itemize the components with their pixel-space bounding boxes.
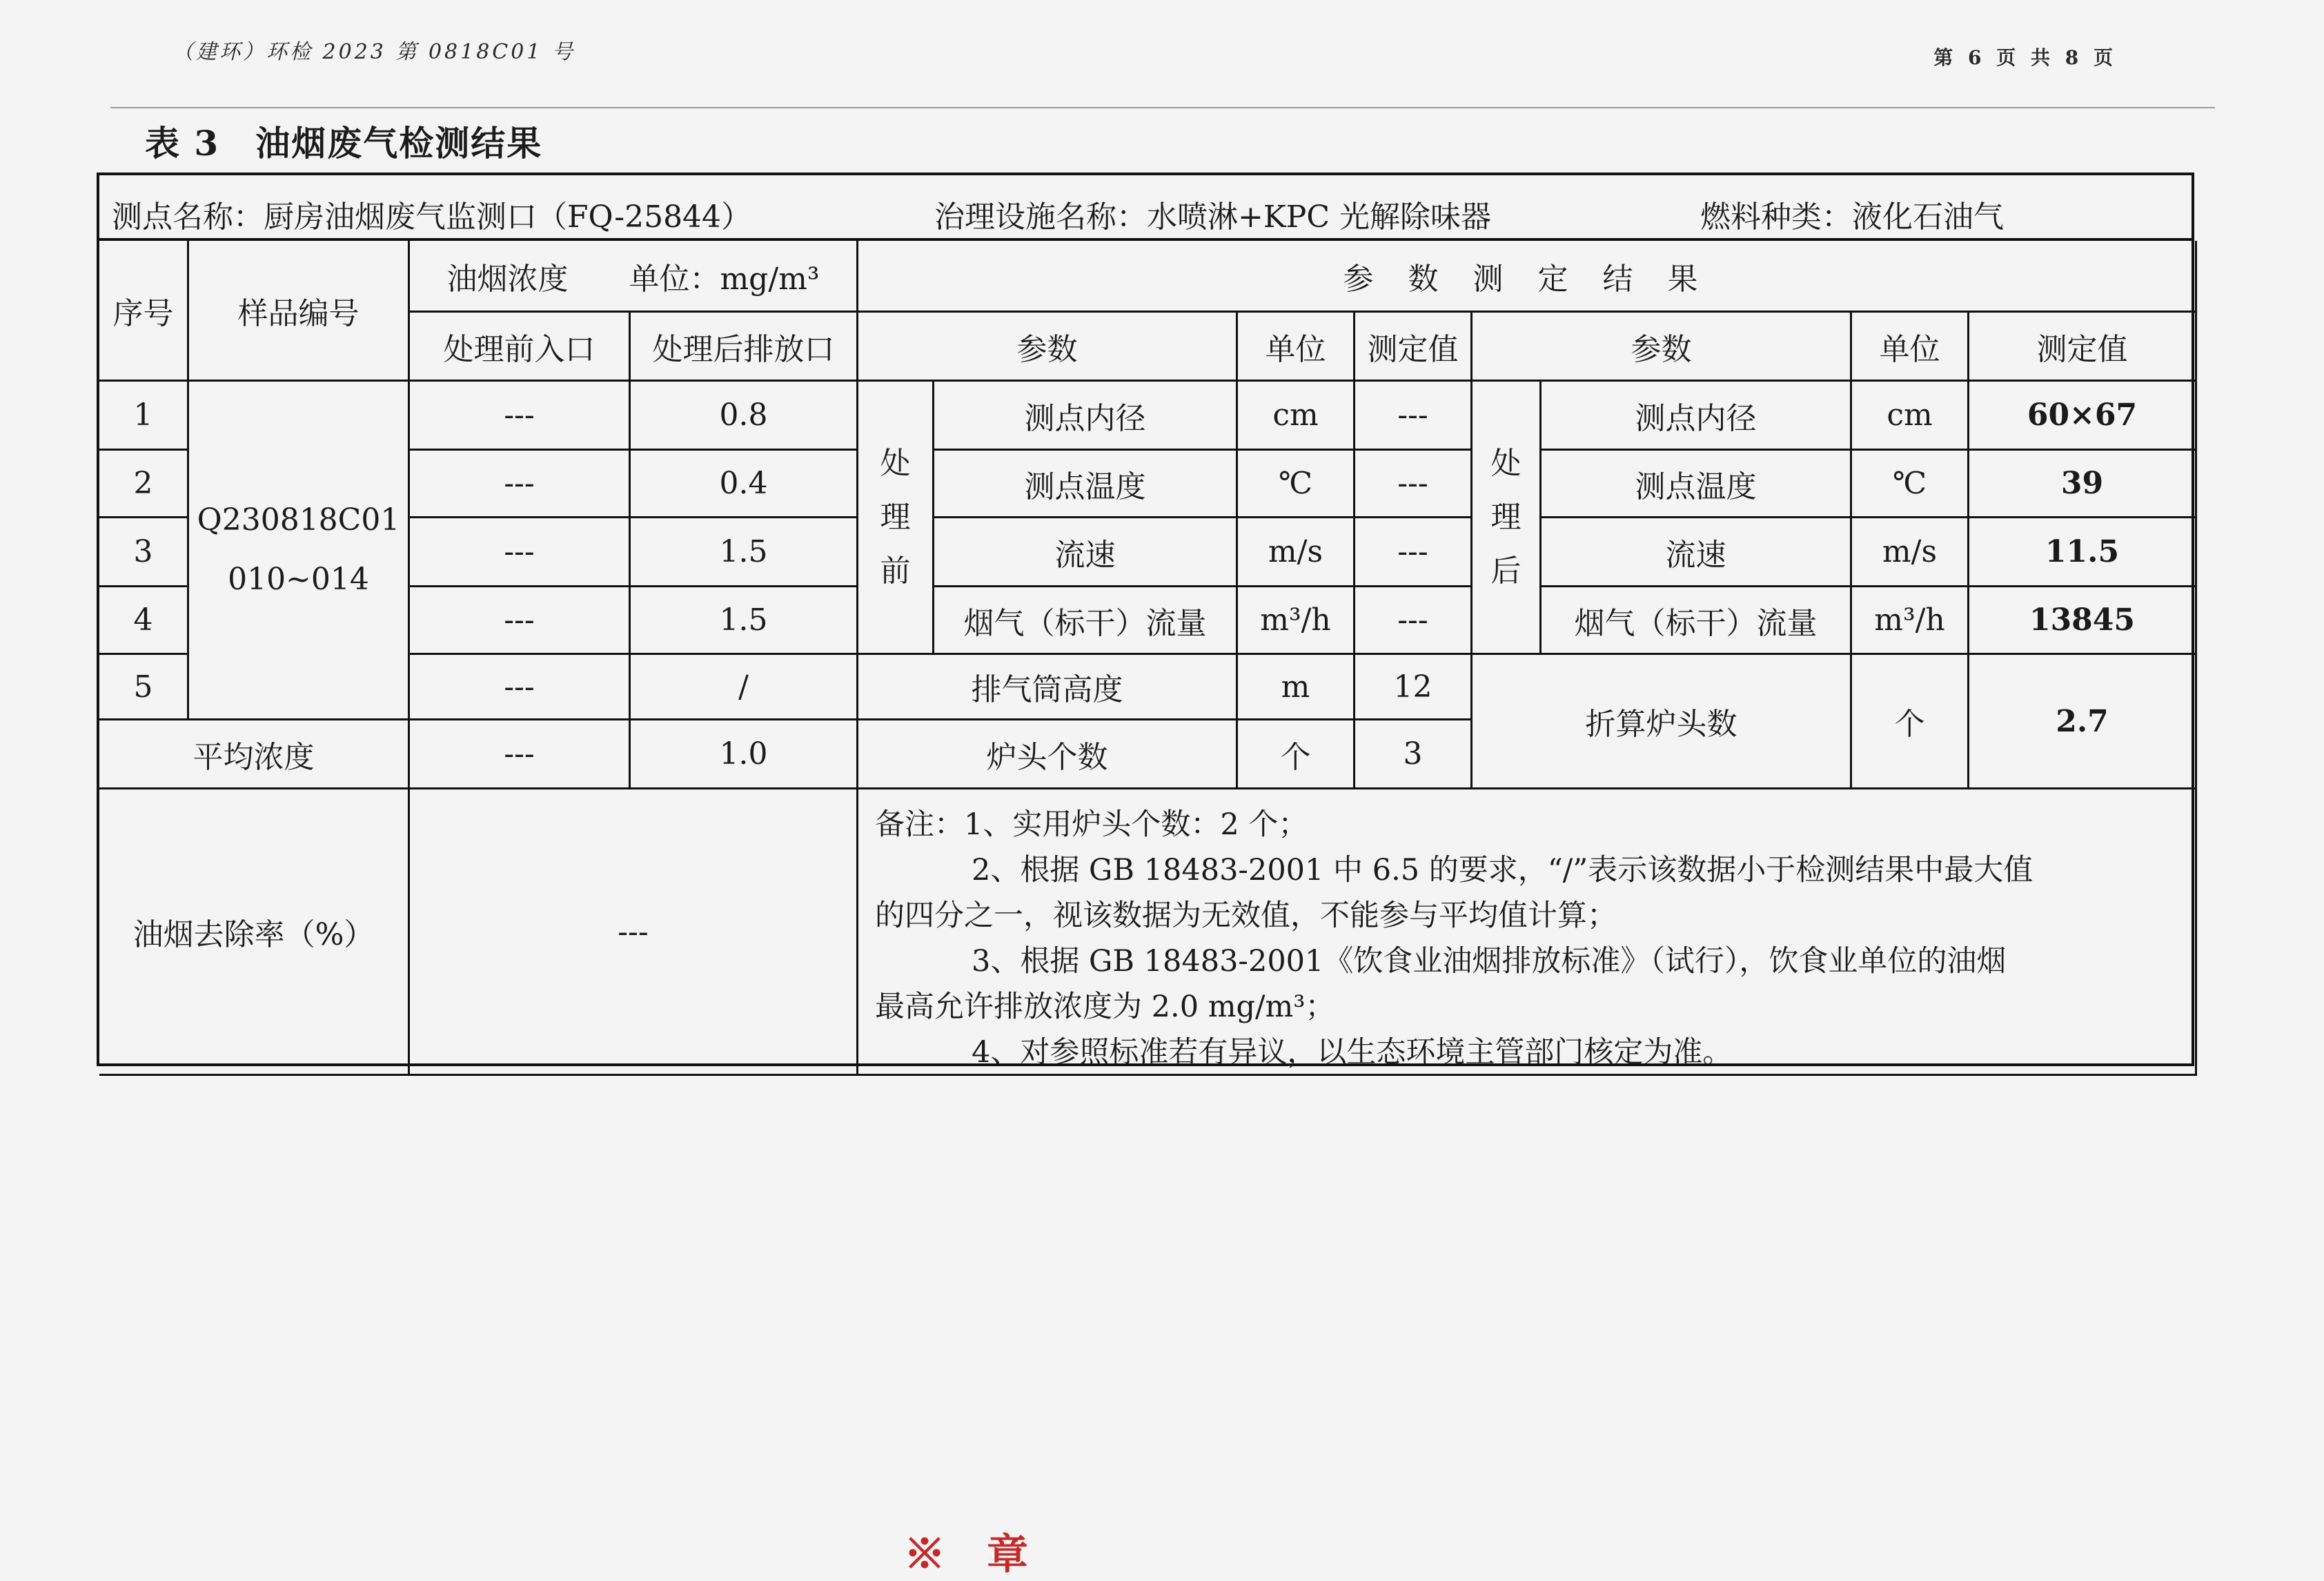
facility-name: 治理设施名称：水喷淋+KPC 光解除味器 bbox=[934, 199, 1491, 235]
burner-count-unit: 个 bbox=[1238, 720, 1355, 789]
param-unit: m/s bbox=[1238, 518, 1355, 587]
inlet-cell: --- bbox=[410, 382, 631, 451]
table-title: 表 3 油烟废气检测结果 bbox=[145, 123, 543, 164]
param-name: 流速 bbox=[1542, 518, 1852, 587]
note-line: 2、根据 GB 18483-2001 中 6.5 的要求，“/”表示该数据小于检测结果中最大值 bbox=[972, 853, 2034, 887]
header-outlet: 处理后排放口 bbox=[631, 313, 858, 382]
red-stamp-fragment: ※章 bbox=[904, 1531, 1070, 1579]
converted-burners-label: 折算炉头数 bbox=[1473, 655, 1852, 789]
header-param-results: 参 数 测 定 结 果 bbox=[858, 241, 2197, 313]
seq-cell: 2 bbox=[99, 451, 189, 518]
note-line: 最高允许排放浓度为 2.0 mg/m³； bbox=[875, 990, 1335, 1024]
seq-cell: 4 bbox=[99, 587, 189, 655]
param-name: 烟气（标干）流量 bbox=[1542, 587, 1852, 655]
header-seq: 序号 bbox=[99, 241, 189, 382]
param-value: --- bbox=[1355, 451, 1473, 518]
param-name: 流速 bbox=[934, 518, 1238, 587]
header-sample: 样品编号 bbox=[189, 241, 410, 382]
label-char: 前 bbox=[880, 553, 911, 589]
seq-cell: 3 bbox=[99, 518, 189, 587]
param-unit: ℃ bbox=[1238, 451, 1355, 518]
inlet-cell: --- bbox=[410, 451, 631, 518]
param-value: 11.5 bbox=[1969, 518, 2197, 587]
param-name: 测点内径 bbox=[934, 382, 1238, 451]
label-char: 处 bbox=[1490, 445, 1522, 481]
notes-cell bbox=[858, 789, 2197, 1076]
param-name: 烟气（标干）流量 bbox=[934, 587, 1238, 655]
param-value: 60×67 bbox=[1969, 382, 2197, 451]
param-unit: cm bbox=[1852, 382, 1969, 451]
note-line: 4、对参照标准若有异议，以生态环境主管部门核定为准。 bbox=[972, 1035, 1733, 1070]
note-line: 备注：1、实用炉头个数：2 个； bbox=[875, 807, 1308, 842]
inlet-cell: --- bbox=[410, 518, 631, 587]
info-bar bbox=[97, 173, 2194, 238]
param-name: 测点温度 bbox=[1542, 451, 1852, 518]
removal-rate-value: --- bbox=[410, 789, 858, 1076]
average-inlet: --- bbox=[410, 720, 631, 789]
point-name: 测点名称：厨房油烟废气监测口（FQ-25844） bbox=[112, 199, 752, 235]
label-char: 后 bbox=[1490, 553, 1522, 589]
param-value: 13845 bbox=[1969, 587, 2197, 655]
stack-height-label: 排气筒高度 bbox=[858, 655, 1238, 720]
outlet-cell: 1.5 bbox=[631, 518, 858, 587]
removal-rate-label: 油烟去除率（%） bbox=[99, 789, 410, 1076]
page-number: 第 6 页 共 8 页 bbox=[1933, 46, 2117, 69]
fuel-type: 燃料种类：液化石油气 bbox=[1700, 199, 2004, 235]
param-value: 39 bbox=[1969, 451, 2197, 518]
param-value: --- bbox=[1355, 382, 1473, 451]
results-table bbox=[97, 238, 2194, 1070]
burner-count-value: 3 bbox=[1355, 720, 1473, 789]
converted-burners-unit: 个 bbox=[1852, 655, 1969, 789]
header-unit-left: 单位 bbox=[1238, 313, 1355, 382]
inlet-cell: --- bbox=[410, 587, 631, 655]
sample-id-line1: Q230818C01 bbox=[197, 502, 400, 538]
param-value: --- bbox=[1355, 518, 1473, 587]
param-name: 测点内径 bbox=[1542, 382, 1852, 451]
outlet-cell: / bbox=[631, 655, 858, 720]
header-value-left: 测定值 bbox=[1355, 313, 1473, 382]
param-unit: m³/h bbox=[1852, 587, 1969, 655]
label-char: 理 bbox=[1490, 499, 1522, 535]
param-unit: cm bbox=[1238, 382, 1355, 451]
param-unit: m/s bbox=[1852, 518, 1969, 587]
after-treatment-label bbox=[1473, 382, 1542, 655]
outlet-cell: 0.8 bbox=[631, 382, 858, 451]
param-name: 测点温度 bbox=[934, 451, 1238, 518]
label-char: 处 bbox=[880, 445, 911, 481]
param-value: --- bbox=[1355, 587, 1473, 655]
param-unit: m³/h bbox=[1238, 587, 1355, 655]
note-line: 3、根据 GB 18483-2001《饮食业油烟排放标准》（试行），饮食业单位的油烟 bbox=[972, 944, 2007, 979]
stack-height-value: 12 bbox=[1355, 655, 1473, 720]
report-number: （建环）环检 2023 第 0818C01 号 bbox=[173, 40, 575, 64]
note-line: 的四分之一，视该数据为无效值，不能参与平均值计算； bbox=[875, 898, 1617, 933]
seq-cell: 5 bbox=[99, 655, 189, 720]
average-label: 平均浓度 bbox=[99, 720, 410, 789]
converted-burners-value: 2.7 bbox=[1969, 655, 2197, 789]
inlet-cell: --- bbox=[410, 655, 631, 720]
header-inlet: 处理前入口 bbox=[410, 313, 631, 382]
outlet-cell: 1.5 bbox=[631, 587, 858, 655]
outlet-cell: 0.4 bbox=[631, 451, 858, 518]
before-treatment-label bbox=[858, 382, 934, 655]
sample-id-line2: 010~014 bbox=[228, 562, 369, 597]
header-param-left: 参数 bbox=[858, 313, 1238, 382]
label-char: 理 bbox=[880, 499, 911, 535]
header-value-right: 测定值 bbox=[1969, 313, 2197, 382]
header-unit-right: 单位 bbox=[1852, 313, 1969, 382]
header-param-right: 参数 bbox=[1473, 313, 1852, 382]
average-outlet: 1.0 bbox=[631, 720, 858, 789]
burner-count-label: 炉头个数 bbox=[858, 720, 1238, 789]
sample-id-cell bbox=[189, 382, 410, 720]
header-concentration: 油烟浓度 单位：mg/m³ bbox=[410, 241, 858, 313]
stack-height-unit: m bbox=[1238, 655, 1355, 720]
param-unit: ℃ bbox=[1852, 451, 1969, 518]
seq-cell: 1 bbox=[99, 382, 189, 451]
header-divider bbox=[110, 107, 2215, 108]
